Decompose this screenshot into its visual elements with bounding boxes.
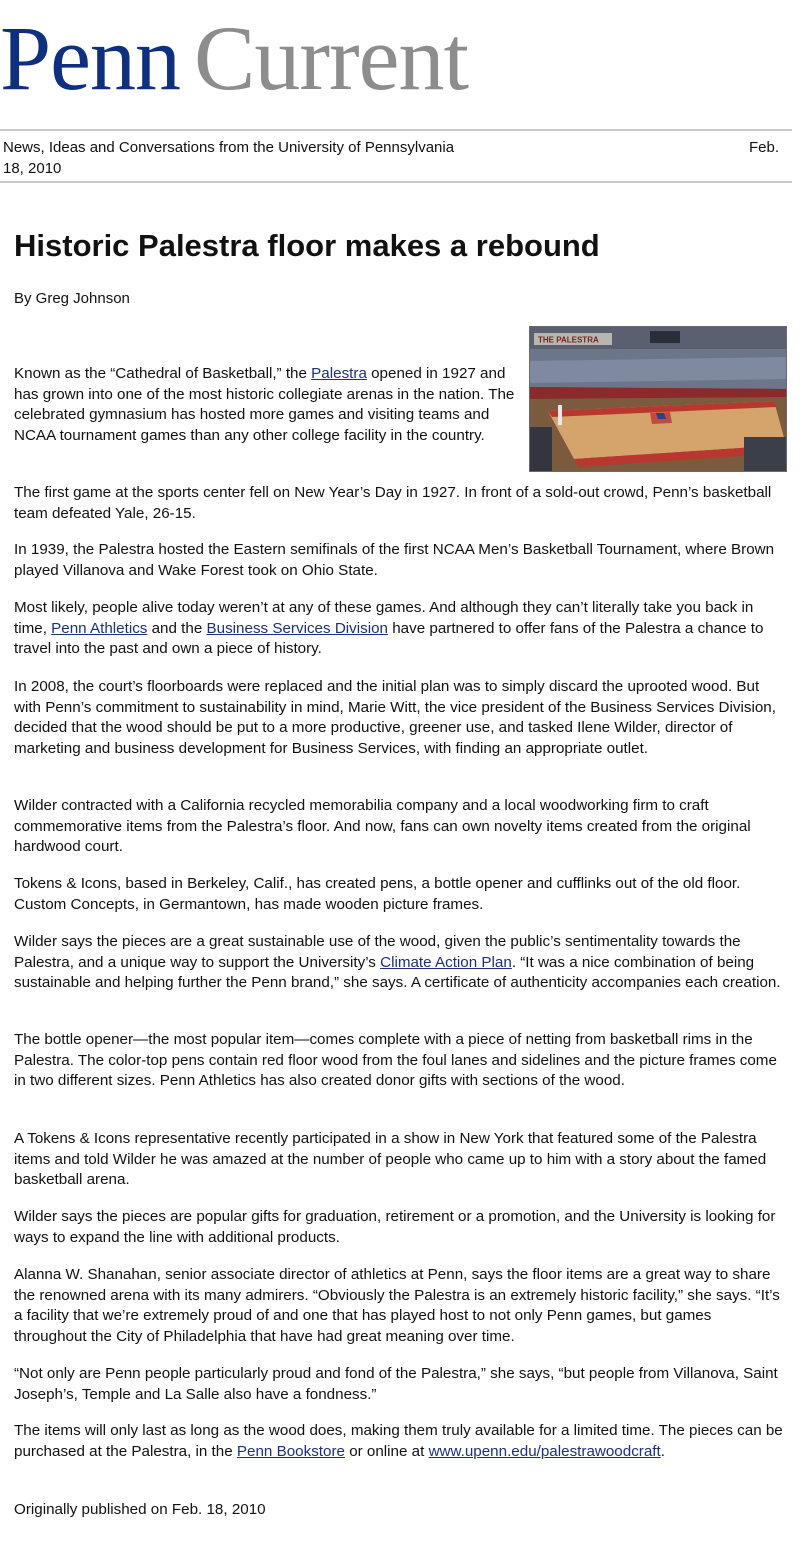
header-bottom-rule [0,181,792,183]
header-top-rule [0,129,792,131]
article-paragraph: Known as the “Cathedral of Basketball,” the Palestra opened in 1927 and has grown into one of the most historic collegiate arenas in the nation. The celebrated gymnasium has hosted more games and visiting teams and NCAA tournament games than any other college facility in the country. [14,365,515,444]
publication-note: Originally published on Feb. 18, 2010 [14,1501,266,1518]
palestra-woodcraft-link[interactable]: www.upenn.edu/palestrawoodcraft [428,1442,661,1460]
article-paragraph: “Not only are Penn people particularly proud and fond of the Palestra,” she says, “but people from Villanova, Saint Joseph’s, Temple and La Salle also have a fondness.” [14,1365,778,1403]
masthead-current: Current [194,7,469,109]
article-paragraph: Wilder says the pieces are popular gifts for graduation, retirement or a promotion, and the University is looking for ways to expand the line with additional products. [14,1208,776,1246]
article-paragraph: Wilder contracted with a California recycled memorabilia company and a local woodworking firm to craft commemorative items from the Palestra’s floor. And now, fans can own novelty items created from the original hardwood court. [14,797,751,856]
article-paragraph: Alanna W. Shanahan, senior associate director of athletics at Penn, says the floor items are a great way to share the renowned arena with its many admirers. “Obviously the Palestra is an extremely historic facility,” she says. “It’s a facility that we’re extremely proud of and one that has played host to not only Penn games, but games throughout the City of Philadelphia that have had great meaning over time. [14,1266,780,1345]
article-paragraph: Tokens & Icons, based in Berkeley, Calif., has created pens, a bottle opener and cufflinks out of the old floor. Custom Concepts, in Germantown, has made wooden picture frames. [14,875,741,913]
penn-bookstore-link[interactable]: Penn Bookstore [236,1442,345,1460]
article-paragraph: The bottle opener—the most popular item—comes complete with a piece of netting from basketball rims in the Palestra. The color-top pens contain red floor wood from the foul lanes and sidelines and the picture frames come in two different sizes. Penn Athletics has also created donor gifts with sections of the wood. [14,1031,777,1090]
business-services-link[interactable]: Business Services Division [206,619,388,637]
photo-arena-sign: THE PALESTRA [538,335,599,345]
article-paragraph: Wilder says the pieces are a great sustainable use of the wood, given the public’s sentimentality towards the Palestra, and a unique way to support the University’s Climate Action Plan. “It was a nice combination of being sustainable and helping further the Penn brand,” she says. A certificate of authenticity accompanies each creation. [14,933,781,992]
tagline-date-month: Feb. [748,139,779,156]
palestra-photo [529,326,787,472]
tagline-date-day: 18, 2010 [3,160,62,177]
article-byline: By Greg Johnson [14,290,130,307]
masthead-penn: Penn [0,7,180,109]
palestra-link[interactable]: Palestra [311,365,367,382]
tagline-text: News, Ideas and Conversations from the University of Pennsylvania [3,139,455,156]
article-paragraph: Most likely, people alive today weren’t at any of these games. And although they can’t literally take you back in time, Penn Athletics and the Business Services Division have partnered to offer fans of the Palestra a chance to travel into the past and own a piece of history. [14,599,764,658]
article-paragraph: The items will only last as long as the wood does, making them truly available for a limited time. The pieces can be purchased at the Palestra, in the Penn Bookstore or online at www.upenn.edu/palestrawoodcraft. [14,1422,783,1460]
masthead-logo [0,8,468,108]
article-paragraph: A Tokens & Icons representative recently participated in a show in New York that featured some of the Palestra items and told Wilder he was amazed at the number of people who came up to him with a story about the famed basketball arena. [14,1130,767,1189]
tagline [3,137,779,179]
article-title: Historic Palestra floor makes a rebound [14,228,600,263]
penn-athletics-link[interactable]: Penn Athletics [51,619,148,637]
climate-action-plan-link[interactable]: Climate Action Plan [380,953,512,971]
article-paragraph: In 2008, the court’s floorboards were replaced and the initial plan was to simply discard the uprooted wood. But with Penn’s commitment to sustainability in mind, Marie Witt, the vice president of the Business Services Division, decided that the wood should be put to a more productive, greener use, and tasked Ilene Wilder, director of marketing and business development for Business Services, with finding an appropriate outlet. [14,678,776,757]
article-paragraph: In 1939, the Palestra hosted the Eastern semifinals of the first NCAA Men’s Basketball Tournament, where Brown played Villanova and Wake Forest took on Ohio State. [14,541,775,579]
article-paragraph: The first game at the sports center fell on New Year’s Day in 1927. In front of a sold-out crowd, Penn’s basketball team defeated Yale, 26-15. [14,484,772,522]
palestra-arena-photo-icon [530,327,787,472]
